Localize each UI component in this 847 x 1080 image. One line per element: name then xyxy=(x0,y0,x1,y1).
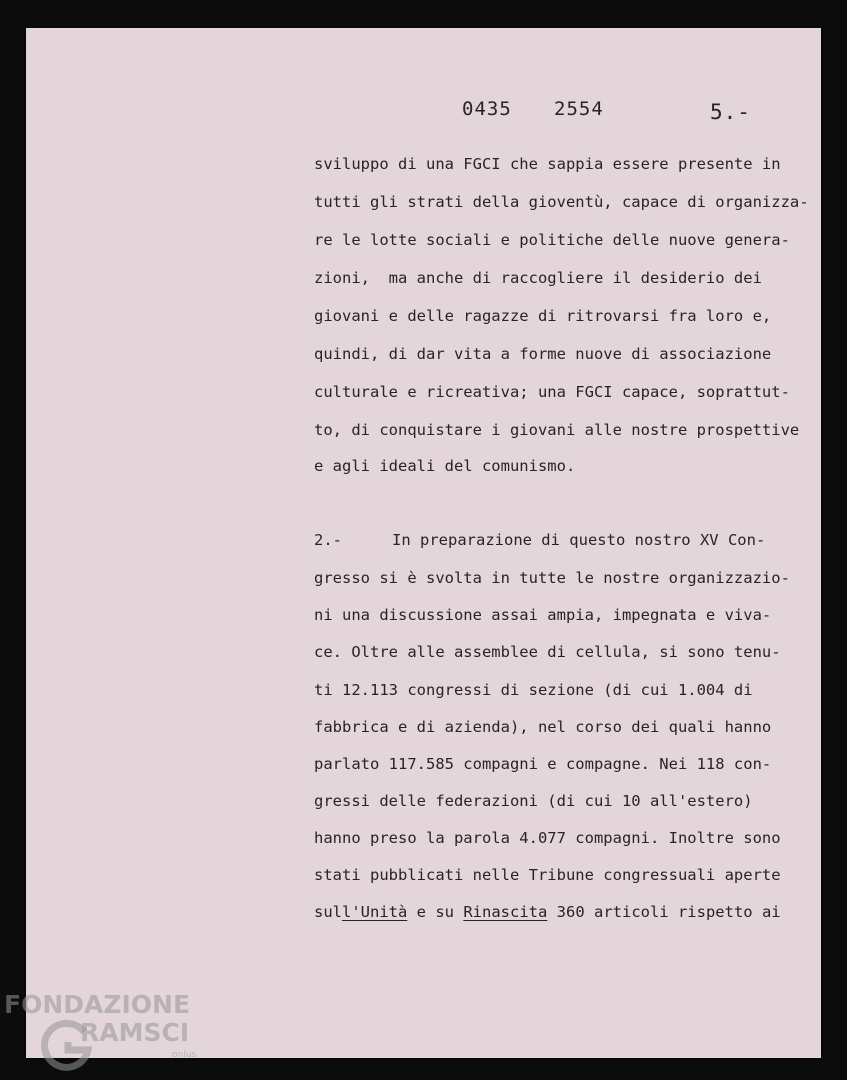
watermark-line-2: RAMSCI xyxy=(80,1018,190,1047)
document-page xyxy=(26,28,821,1058)
text-line: gressi delle federazioni (di cui 10 all'estero) xyxy=(314,792,753,810)
text-line: sviluppo di una FGCI che sappia essere presente in xyxy=(314,155,781,173)
text-line: ni una discussione assai ampia, impegnata e viva- xyxy=(314,606,772,624)
text-line: e agli ideali del comunismo. xyxy=(314,457,576,475)
text-line: zioni, ma anche di raccogliere il desiderio dei xyxy=(314,269,762,287)
fondazione-gramsci-watermark xyxy=(4,988,214,1078)
text-line: stati pubblicati nelle Tribune congressuali aperte xyxy=(314,866,781,884)
text-line: re le lotte sociali e politiche delle nuove genera- xyxy=(314,231,790,249)
underlined-title-rinascita: Rinascita xyxy=(463,903,548,921)
text-line: parlato 117.585 compagni e compagne. Nei 118 con- xyxy=(314,755,772,773)
text-line: fabbrica e di azienda), nel corso dei quali hanno xyxy=(314,718,772,736)
page-number: 5.- xyxy=(710,100,751,124)
text-fragment: e su xyxy=(407,903,464,921)
text-line: In preparazione di questo nostro XV Con- xyxy=(392,531,766,549)
underlined-title-unita: l'Unità xyxy=(342,903,408,921)
watermark-suffix: onlus xyxy=(172,1050,197,1060)
text-line: hanno preso la parola 4.077 compagni. Inoltre sono xyxy=(314,829,781,847)
watermark-line-1: FONDAZIONE xyxy=(4,990,191,1019)
text-line: ti 12.113 congressi di sezione (di cui 1.004 di xyxy=(314,681,753,699)
archive-number-a: 0435 xyxy=(462,98,512,120)
text-line: gresso si è svolta in tutte le nostre organizzazio- xyxy=(314,569,790,587)
text-line: ce. Oltre alle assemblee di cellula, si sono tenu- xyxy=(314,643,781,661)
text-fragment: sul xyxy=(314,903,342,921)
text-line: quindi, di dar vita a forme nuove di associazione xyxy=(314,345,772,363)
text-line: culturale e ricreativa; una FGCI capace, soprattut- xyxy=(314,383,790,401)
section-number: 2.- xyxy=(314,531,342,549)
archive-number-b: 2554 xyxy=(554,98,604,120)
text-fragment: 360 articoli rispetto ai xyxy=(547,903,781,921)
text-line-last xyxy=(314,902,781,922)
text-line: to, di conquistare i giovani alle nostre prospettive xyxy=(314,421,800,439)
text-line: giovani e delle ragazze di ritrovarsi fra loro e, xyxy=(314,307,772,325)
text-line: tutti gli strati della gioventù, capace di organizza- xyxy=(314,193,809,211)
